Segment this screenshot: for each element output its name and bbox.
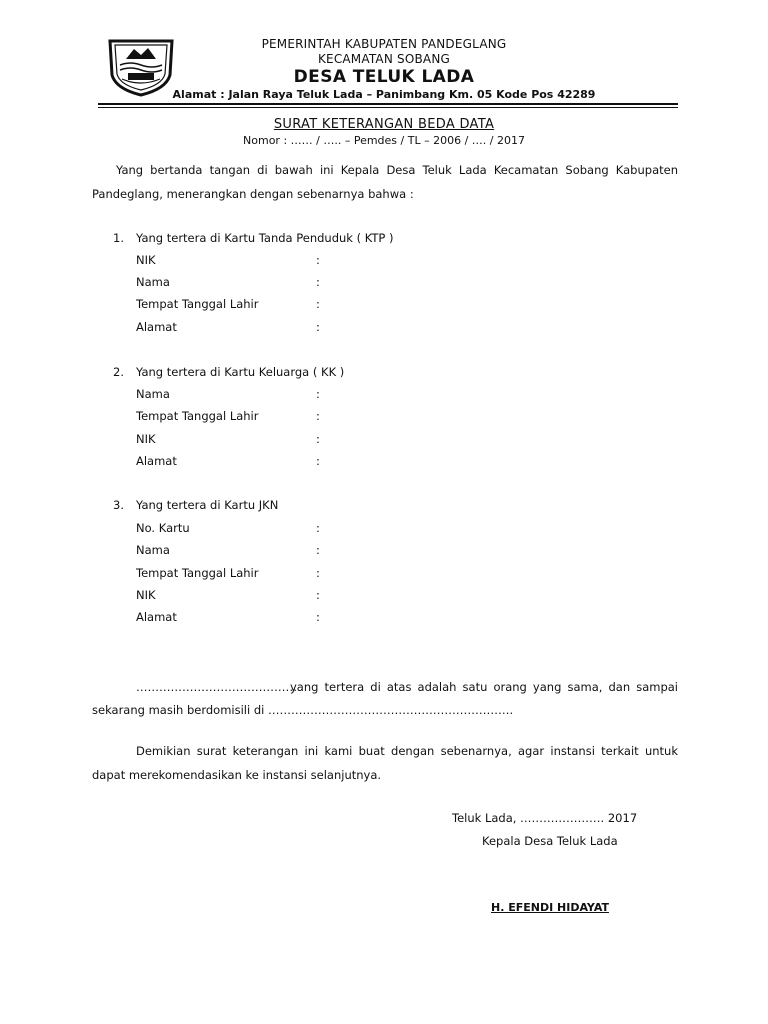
- section-title: Yang tertera di Kartu JKN: [136, 498, 279, 512]
- signature-place-date: Teluk Lada, …………………. 2017: [452, 811, 638, 825]
- section-title: Yang tertera di Kartu Tanda Penduduk ( KTP ): [136, 231, 394, 245]
- field-colon: :: [316, 409, 320, 423]
- header-divider-thick: [98, 103, 678, 105]
- field-label: Tempat Tanggal Lahir: [136, 566, 259, 580]
- field-label: Nama: [136, 275, 170, 289]
- field-colon: :: [316, 566, 320, 580]
- field-colon: :: [316, 610, 320, 624]
- field-label: Nama: [136, 387, 170, 401]
- field-colon: :: [316, 275, 320, 289]
- statement-text: yang tertera di atas adalah satu orang yang sama, dan sampai: [290, 680, 678, 694]
- field-label: NIK: [136, 588, 156, 602]
- field-colon: :: [316, 253, 320, 267]
- field-label: No. Kartu: [136, 521, 190, 535]
- field-label: Tempat Tanggal Lahir: [136, 409, 259, 423]
- field-colon: :: [316, 521, 320, 535]
- field-colon: :: [316, 588, 320, 602]
- section-number: 2.: [113, 365, 124, 379]
- header-divider-thin: [98, 107, 678, 108]
- section-number: 1.: [113, 231, 124, 245]
- letter-title: SURAT KETERANGAN BEDA DATA: [273, 117, 495, 132]
- field-label: NIK: [136, 432, 156, 446]
- letterhead-district: KECAMATAN SOBANG: [317, 52, 451, 66]
- field-colon: :: [316, 297, 320, 311]
- field-label: Alamat: [136, 610, 177, 624]
- field-colon: :: [316, 543, 320, 557]
- statement-domicile: sekarang masih berdomisili di ……………………………………………………….: [92, 703, 514, 717]
- letterhead-address: Alamat : Jalan Raya Teluk Lada – Panimbang Km. 05 Kode Pos 42289: [172, 88, 596, 101]
- closing-paragraph: Demikian surat keterangan ini kami buat dengan sebenarnya, agar instansi terkait untuk dapat merekomendasikan ke instansi selanjutnya.: [92, 744, 678, 782]
- signatory-name: H. EFENDI HIDAYAT: [491, 901, 609, 914]
- statement-blank: ……………………………………: [136, 680, 297, 694]
- letterhead-village: DESA TELUK LADA: [293, 67, 475, 87]
- field-label: NIK: [136, 253, 156, 267]
- field-label: Nama: [136, 543, 170, 557]
- field-colon: :: [316, 432, 320, 446]
- signature-position: Kepala Desa Teluk Lada: [482, 834, 618, 848]
- letter-number: Nomor : …… / ….. – Pemdes / TL – 2006 / …. / 2017: [243, 134, 525, 147]
- field-colon: :: [316, 387, 320, 401]
- field-colon: :: [316, 454, 320, 468]
- field-label: Alamat: [136, 320, 177, 334]
- section-number: 3.: [113, 498, 124, 512]
- intro-paragraph: Yang bertanda tangan di bawah ini Kepala Desa Teluk Lada Kecamatan Sobang Kabupaten Pandeglang, menerangkan dengan sebenarnya bahwa :: [92, 163, 678, 201]
- section-title: Yang tertera di Kartu Keluarga ( KK ): [136, 365, 345, 379]
- field-label: Alamat: [136, 454, 177, 468]
- field-label: Tempat Tanggal Lahir: [136, 297, 259, 311]
- letterhead-government: PEMERINTAH KABUPATEN PANDEGLANG: [261, 37, 507, 51]
- field-colon: :: [316, 320, 320, 334]
